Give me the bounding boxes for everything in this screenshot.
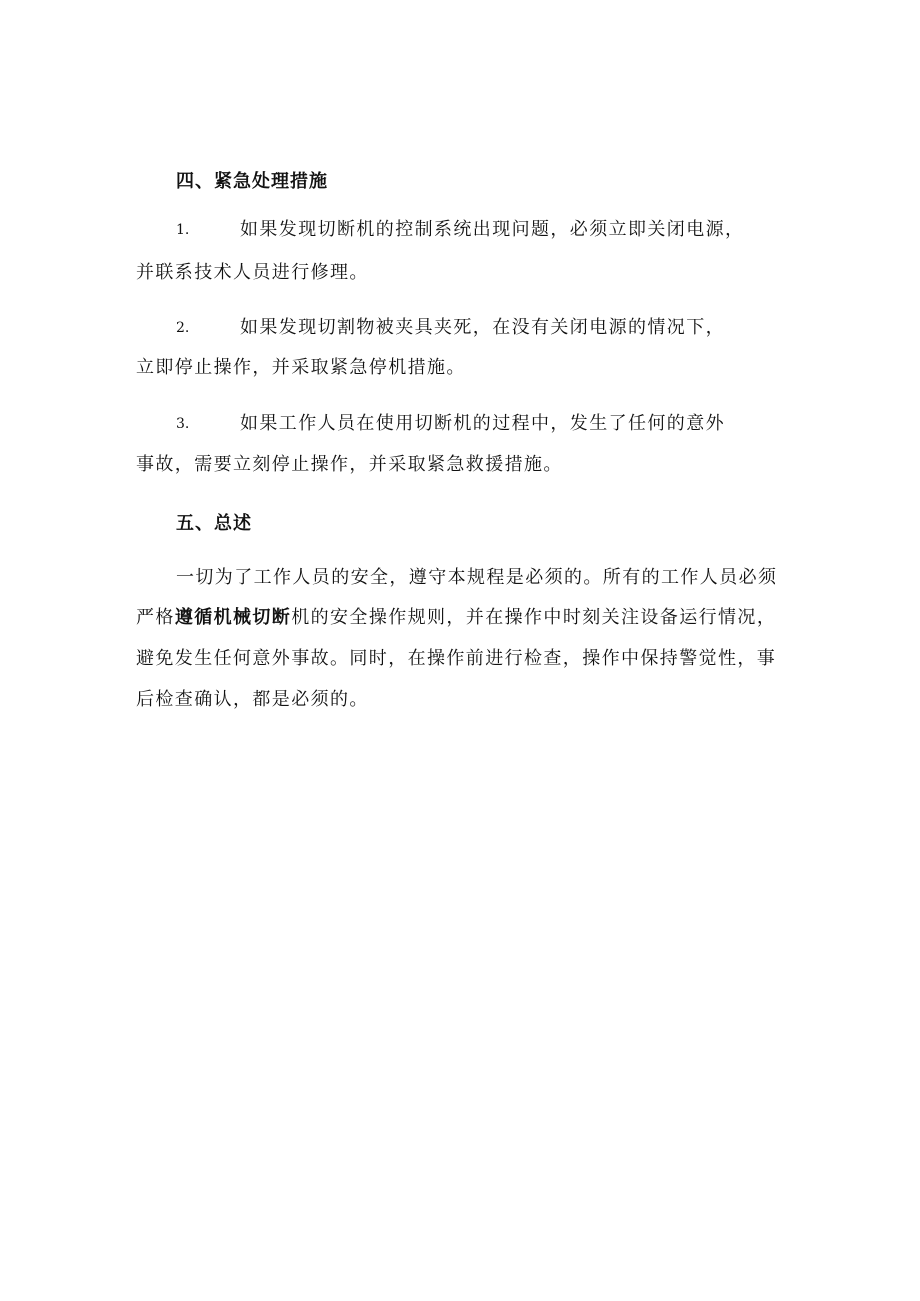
paragraph-line: 避免发生任何意外事故。同时，在操作前进行检查，操作中保持警觉性，事 [136, 648, 777, 669]
paragraph-line: 一切为了工作人员的安全，遵守本规程是必须的。所有的工作人员必须 [176, 567, 778, 588]
list-item-text: 并联系技术人员进行修理。 [136, 262, 369, 283]
list-item-number: 3. [176, 416, 190, 432]
paragraph-bold-text: 遵循机械切断 [174, 607, 292, 628]
list-item-text: 事故，需要立刻停止操作，并采取紧急救援措施。 [136, 454, 563, 475]
section-heading-emergency: 四、紧急处理措施 [176, 171, 328, 192]
list-item-text: 如果发现切割物被夹具夹死，在没有关闭电源的情况下， [240, 317, 725, 338]
list-item-text: 立即停止操作，并采取紧急停机措施。 [136, 357, 466, 378]
paragraph-text: 严格 [136, 607, 175, 628]
paragraph-line [136, 606, 776, 630]
paragraph-text: 机的安全操作规则，并在操作中时刻关注设备运行情况， [291, 607, 777, 628]
list-item-text: 如果发现切断机的控制系统出现问题，必须立即关闭电源， [240, 219, 745, 240]
list-item-text: 如果工作人员在使用切断机的过程中，发生了任何的意外 [240, 413, 725, 434]
list-item-number: 2. [176, 320, 190, 336]
section-heading-summary: 五、总述 [176, 513, 252, 534]
list-item-number: 1. [176, 222, 190, 238]
paragraph-line: 后检查确认，都是必须的。 [136, 689, 369, 710]
